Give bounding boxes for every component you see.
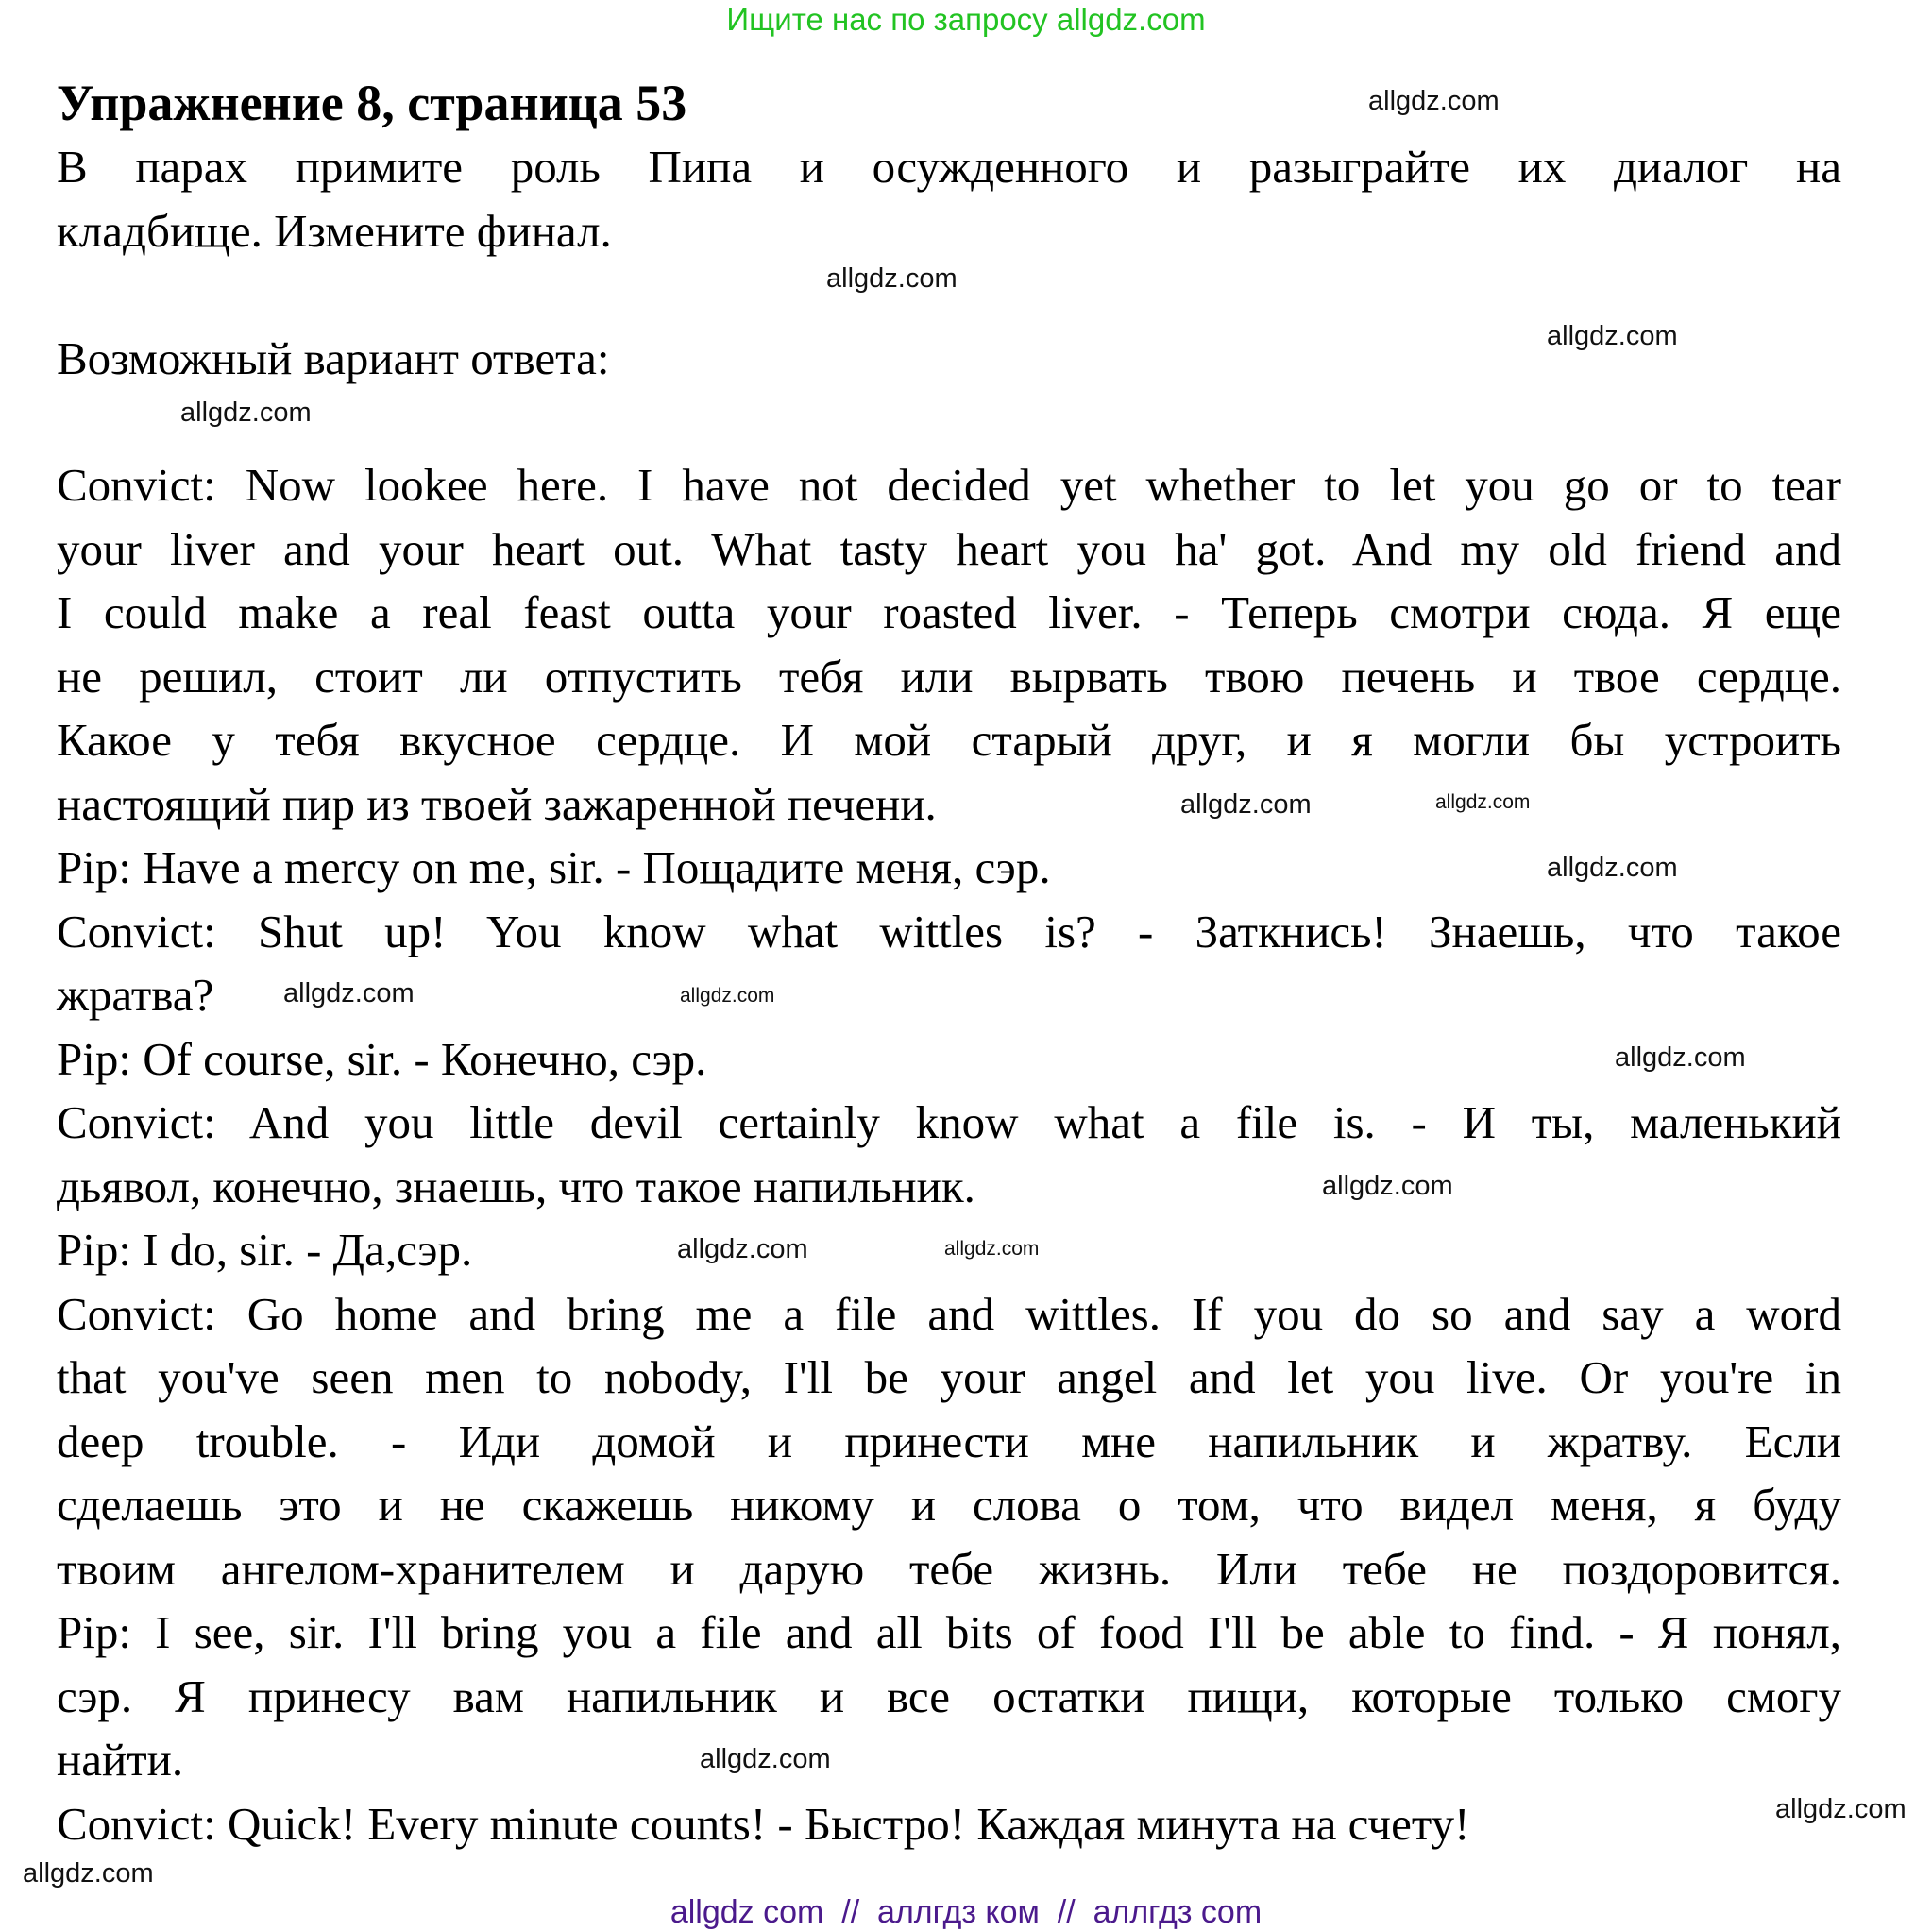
watermark: allgdz.com	[1322, 1171, 1453, 1201]
text-line: Какое у тебя вкусное сердце. И мой старый друг, и я могли бы устроить	[57, 714, 1841, 766]
text-line: I could make a real feast outta your roasted liver. - Теперь смотри сюда. Я еще	[57, 586, 1841, 638]
text-line: that you've seen men to nobody, I'll be your angel and let you live. Or you're in	[57, 1351, 1841, 1403]
task-text	[57, 135, 1841, 263]
text-line: Convict: Shut up! You know what wittles is? - Заткнись! Знаешь, что такое	[57, 905, 1841, 957]
text-line: сделаешь это и не скажешь никому и слова о том, что видел меня, я буду	[57, 1479, 1841, 1531]
watermark: allgdz.com	[1547, 321, 1678, 351]
text-line: сэр. Я принесу вам напильник и все остатки пищи, которые только смогу	[57, 1669, 1841, 1722]
watermark: allgdz.com	[23, 1858, 154, 1889]
text-line: твоим ангелом-хранителем и дарую тебе жизнь. Или тебе не поздоровится.	[57, 1542, 1841, 1595]
watermark: allgdz.com	[1180, 789, 1312, 820]
text-line: Convict: Now lookee here. I have not decided yet whether to let you go or to tear	[57, 459, 1841, 511]
watermark: allgdz.com	[677, 1234, 808, 1264]
watermark: allgdz.com	[1775, 1794, 1907, 1824]
text-line: Convict: Quick! Every minute counts! - Быстро! Каждая минута на счету!	[57, 1797, 1470, 1850]
watermark: allgdz.com	[826, 263, 958, 294]
text-line: Pip: Of course, sir. - Конечно, сэр.	[57, 1032, 707, 1085]
watermark: allgdz.com	[283, 978, 415, 1008]
dialogue-text	[57, 453, 1841, 1855]
watermark: allgdz.com	[180, 398, 312, 428]
text-line: В парах примите роль Пипа и осужденного и разыграйте их диалог на	[57, 141, 1841, 193]
text-line: Convict: Go home and bring me a file and wittles. If you do so and say a word	[57, 1287, 1841, 1340]
search-banner[interactable]: Ищите нас по запросу allgdz.com	[726, 2, 1206, 37]
watermark: allgdz.com	[944, 1238, 1040, 1260]
text-line: кладбище. Измените финал.	[57, 204, 612, 257]
text-line: настоящий пир из твоей зажаренной печени.	[57, 777, 937, 830]
watermark: allgdz.com	[1547, 853, 1678, 883]
text-line: дьявол, конечно, знаешь, что такое напильник.	[57, 1160, 975, 1212]
text-line: найти.	[57, 1734, 184, 1786]
text-line: Pip: I do, sir. - Да,сэр.	[57, 1224, 473, 1276]
watermark: allgdz.com	[700, 1744, 831, 1774]
text-line: your liver and your heart out. What tasty heart you ha' got. And my old friend and	[57, 522, 1841, 575]
exercise-heading: Упражнение 8, страница 53	[57, 75, 687, 131]
text-line: deep trouble. - Иди домой и принести мне напильник и жратву. Если	[57, 1414, 1841, 1467]
text-line: Возможный вариант ответа:	[57, 332, 610, 384]
footer-links[interactable]: allgdz com // аллгдз ком // аллгдз com	[669, 1894, 1263, 1930]
text-line: Convict: And you little devil certainly know what a file is. - И ты, маленький	[57, 1096, 1841, 1148]
text-line: жратва?	[57, 969, 214, 1021]
watermark: allgdz.com	[1615, 1042, 1746, 1073]
watermark: allgdz.com	[680, 985, 775, 1007]
text-line: не решил, стоит ли отпустить тебя или вырвать твою печень и твое сердце.	[57, 650, 1841, 703]
watermark: allgdz.com	[1435, 791, 1531, 813]
text-line: Pip: I see, sir. I'll bring you a file and all bits of food I'll be able to find. - Я понял,	[57, 1606, 1841, 1658]
text-line: Pip: Have a mercy on me, sir. - Пощадите меня, сэр.	[57, 841, 1051, 893]
watermark: allgdz.com	[1368, 86, 1500, 116]
